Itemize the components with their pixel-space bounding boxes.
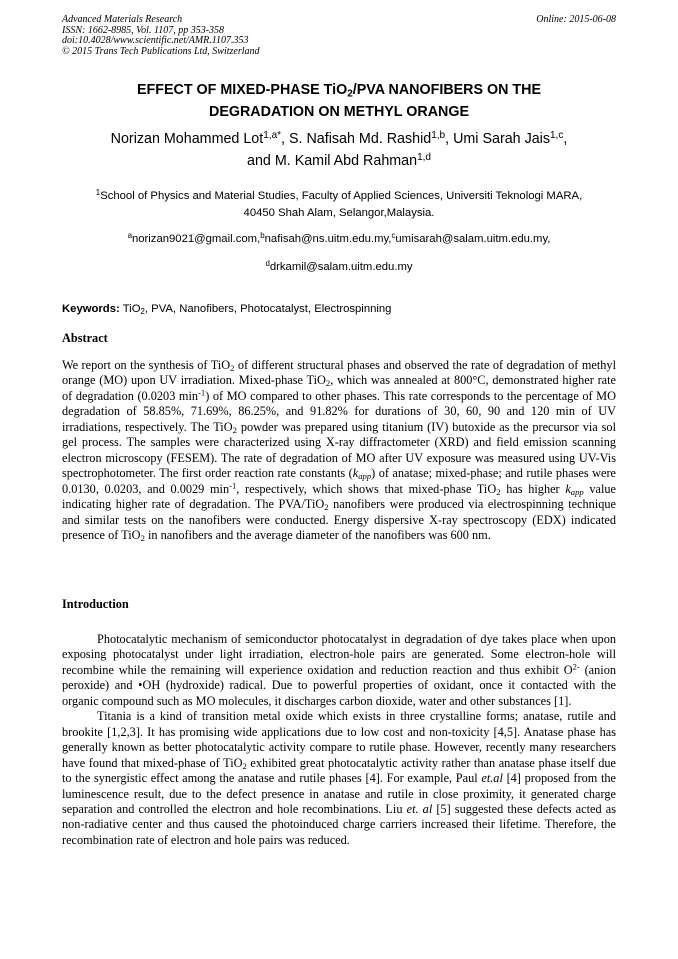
email-d[interactable]: drkamil@salam.uitm.edu.my <box>269 261 413 273</box>
author-4: and M. Kamil Abd Rahman <box>247 153 418 169</box>
online-date: Online: 2015-06-08 <box>536 14 616 25</box>
authors-line-2: and M. Kamil Abd Rahman$^{1,d}$ <box>247 152 431 169</box>
email-c[interactable]: umisarah@salam.uitm.edu.my, <box>395 233 551 245</box>
abstract-heading: Abstract <box>62 331 108 345</box>
introduction-heading: Introduction <box>62 597 129 611</box>
author-3: , Umi Sarah Jais <box>445 131 550 147</box>
title-line-2: DEGRADATION ON METHYL ORANGE <box>209 104 469 120</box>
affiliation: $^1$School of Physics and Material Studies, Faculty of Applied Sciences, Universiti Teknologi MARA, 40450 Shah Alam, Selangor,Malaysia. <box>95 188 583 219</box>
email-a[interactable]: norizan9021@gmail.com, <box>131 233 261 245</box>
author-1: Norizan Mohammed Lot <box>110 131 264 147</box>
journal-name: Advanced Materials Research <box>62 14 183 25</box>
email-b[interactable]: nafisah@ns.uitm.edu.my, <box>264 233 392 245</box>
journal-copyright: © 2015 Trans Tech Publications Ltd, Switzerland <box>62 45 260 57</box>
title-line-1: EFFECT OF MIXED-PHASE TiO$_2$/PVA NANOFIBERS ON THE <box>136 82 542 100</box>
author-2: , S. Nafisah Md. Rashid <box>281 131 432 147</box>
journal-doi: doi:10.4028/www.scientific.net/AMR.1107.353 <box>62 35 249 47</box>
intro-paragraph-1: Photocatalytic mechanism of semiconductor photocatalyst in degradation of dye takes place when upon exposing photocatalyst under light irradiation, electron-hole pairs are generated. Some electron-hole will recombine while the remaining will experience oxidation and reduction reaction and thus exhibit $O^{2-}$ (anion peroxide) and •OH (hydroxide) radical. Due to powerful properties of oxidant, once it contacted with the organic compound such as MO molecules, it discharges carbon dioxide, water and other substances [1]. <box>62 632 616 708</box>
keywords-label: Keywords: <box>62 303 120 315</box>
paper-title <box>62 79 616 123</box>
journal-header <box>62 15 616 57</box>
authors-line-1: Norizan Mohammed Lot$^{1,a*}$, S. Nafisah Md. Rashid$^{1,b}$, Umi Sarah Jais$^{1,c}$, <box>110 130 568 147</box>
author-list <box>62 128 616 172</box>
abstract-body: We report on the synthesis of TiO$_2$ of different structural phases and observed the rate of degradation of methyl orange (MO) upon UV irradiation. Mixed-phase TiO$_2$, which was annealed at 800°C, demonstrated higher rate of degradation (0.0203 $\min^{-1}$) of MO compared to other phases. This rate corresponds to the percentage of MO degradation of 58.85%, 71.69%, 86.25%, and 91.82% for durations of 30, 60, 90 and 120 min of UV irradiations, respectively. The TiO$_2$ powder was prepared using titanium (IV) butoxide as the precursor via sol gel process. The samples were characterized using X-ray diffractometer (XRD) and field emission scanning electron microscopy (FESEM). The rate of degradation of MO after UV exposure was measured using UV-Vis spectrophotometer. The first order reaction rate constants $(k_{app})$ of anatase; mixed-phase; and rutile phases were 0.0130, 0.0203, and 0.0029 $\min^{-1}$, respectively, which shows that mixed-phase TiO$_2$ has higher $k_{app}$ value indicating higher rate of degradation. The PVA/TiO$_2$ nanofibers were produced via electrospinning technique and similar tests on the nanofibers were conducted. Energy dispersive X-ray spectroscopy (EDX) indicated presence of TiO$_2$ in nanofibers and the average diameter of the nanofibers was 600 nm. <box>62 358 617 544</box>
introduction-body <box>62 632 616 848</box>
author-emails: $^a$norizan9021@gmail.com,$^b$nafisah@ns.uitm.edu.my,$^c$umisarah@salam.uitm.edu.my, <box>127 231 551 245</box>
intro-paragraph-2: Titania is a kind of transition metal oxide which exists in three crystalline forms; anatase, rutile and brookite [1,2,3]. It has promising wide applications due to low cost and non-toxicity [4,5]. Anatase phase has generally known as better photocatalytic activity compare to rutile phase. However, recently many researchers have found that mixed-phase of TiO$_2$ exhibited great photocatalytic activity rather than anatase phase itself due to the synergistic effect among the anatase and rutile phases [4]. For example, Paul et.al [4] proposed from the luminescence result, due to the defect presence in anatase and rutile in close proximity, it generated charge separation and controlled the electron and hole recombinations. Liu et. al [5] suggested these defects acted as non-radiative center and thus caused the photoinduced charge carriers increased their lifetime. Therefore, the recombination rate of electron and hole pairs was reduced. <box>62 709 616 847</box>
keywords: Keywords: TiO$_2$, PVA, Nanofibers, Photocatalyst, Electrospinning <box>62 303 392 316</box>
author-email-d: $^d$drkamil@salam.uitm.edu.my <box>265 259 413 273</box>
journal-issn: ISSN: 1662-8985, Vol. 1107, pp 353-358 <box>62 24 225 36</box>
